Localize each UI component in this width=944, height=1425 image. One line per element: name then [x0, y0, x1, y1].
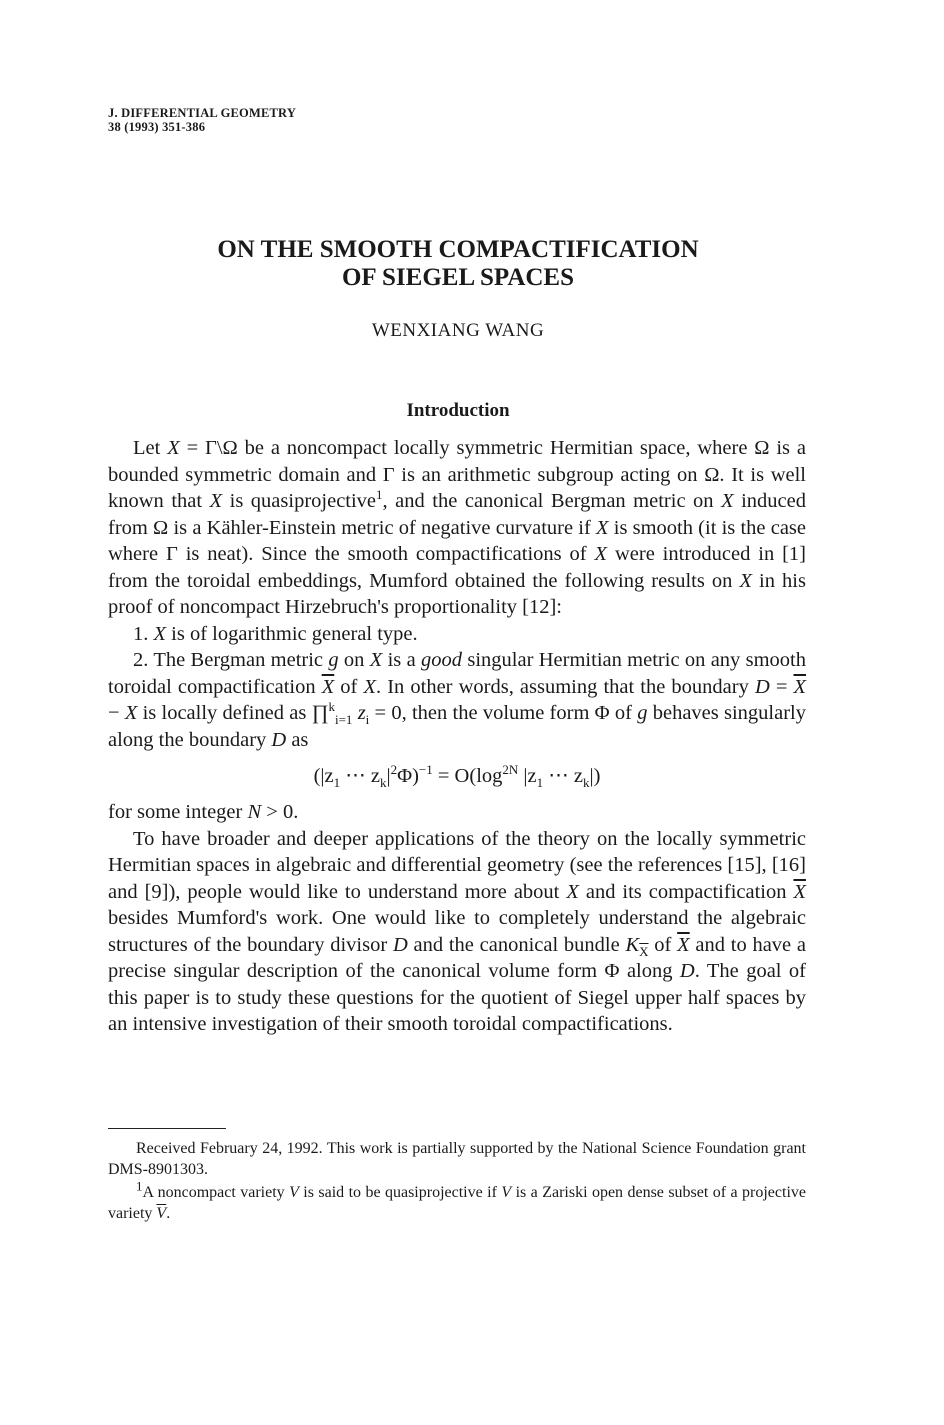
- footnote-ref: 1: [376, 487, 383, 503]
- footnote-divider: [108, 1128, 226, 1129]
- display-equation: ($|z_1$ ⋯ $z_k|^2\Phi)^{-1} = O(\log^{2N}$ $|z_1$ ⋯ $z_k|$): [313, 762, 601, 791]
- title-line-2: OF SIEGEL SPACES: [341, 264, 575, 291]
- paragraph-intro: Let X = Γ\Ω be a noncompact locally symmetric Hermitian space, where Ω is a bounded symmetric domain and Γ is an arithmetic subgroup acting on Ω. It is well known that X is quasiprojective$^1$, and the canonical Bergman metric on X induced from Ω is a Kähler-Einstein metric of negative curvature if X is smooth (it is the case where Γ is neat). Since the smooth compactifications of X were introduced in [1] from the toroidal embeddings, Mumford obtained the following results on X in his proof of noncompact Hirzebruch's proportionality [12]:: [108, 437, 806, 618]
- journal-name: J. DIFFERENTIAL GEOMETRY: [108, 106, 297, 120]
- section-heading: Introduction: [406, 400, 510, 421]
- paragraph-after-equation: for some integer N > 0.: [108, 801, 299, 823]
- paragraph-goal: To have broader and deeper applications of the theory on the locally symmetric Hermitian spaces in algebraic and differential geometry (see the references [15], [16] and [9]), people would like to understand more about X and its compactification $\overline{X}$ besides Mumford's work. One would like to completely understand the algebraic structures of the boundary divisor D and the canonical bundle $K_{\overline{X}}$ of $\overline{X}$ and to have a precise singular description of the canonical volume form Φ along D. The goal of this paper is to study these questions for the quotient of Siegel upper half spaces by an intensive investigation of their smooth toroidal compactifications.: [108, 827, 806, 1035]
- footnote-1: $^1$A noncompact variety V is said to be quasiprojective if V is a Zariski open dense subset of a projective variety $\overline{V}$.: [108, 1178, 806, 1222]
- journal-header: [108, 106, 296, 134]
- footnotes: [108, 1138, 806, 1226]
- body-text: [108, 435, 806, 1038]
- title-line-1: ON THE SMOOTH COMPACTIFICATION: [217, 236, 699, 263]
- paper-title: [108, 236, 808, 292]
- list-item-1: 1. X is of logarithmic general type.: [133, 622, 418, 645]
- footnote-received: Received February 24, 1992. This work is partially supported by the National Science Foundation grant DMS-8901303.: [108, 1140, 806, 1178]
- list-item-2: 2. The Bergman metric g on X is a good singular Hermitian metric on any smooth toroidal compactification $\overline{X}$ of X. In other words, assuming that the boundary $D = \overline{X} - X$ is locally defined as ∏$^k_{i=1}$ $z_i = 0$, then the volume form Φ of g behaves singularly along the boundary D as: [108, 649, 807, 751]
- author-name: WENXIANG WANG: [371, 320, 545, 341]
- journal-volume: 38 (1993) 351-386: [108, 120, 206, 134]
